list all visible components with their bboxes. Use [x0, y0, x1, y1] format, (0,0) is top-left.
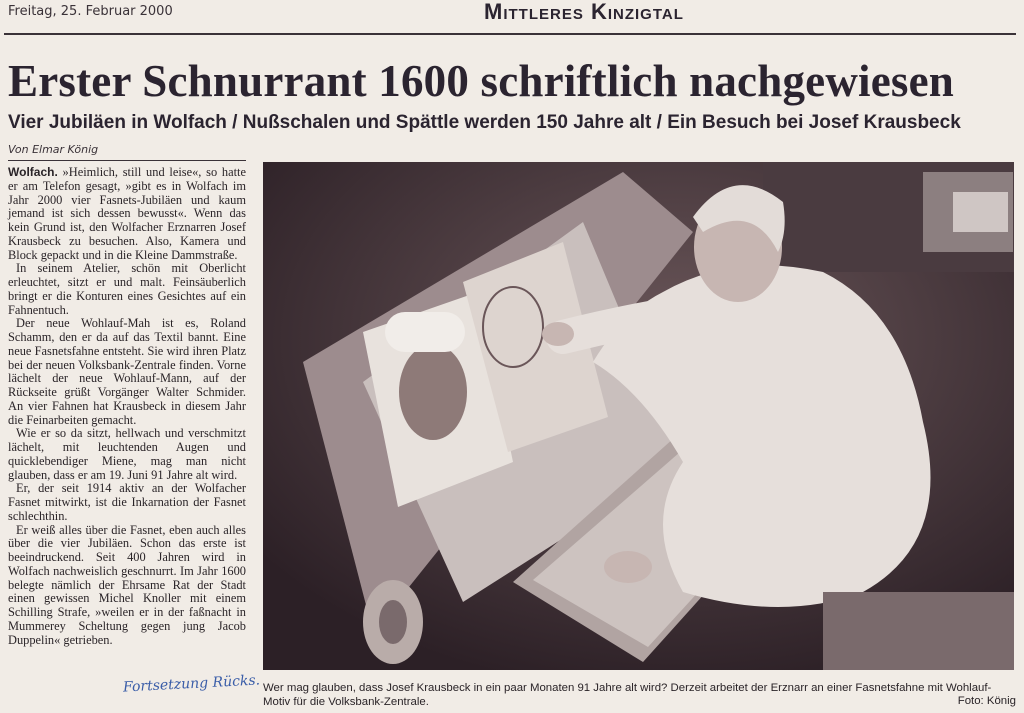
- subheadline: Vier Jubiläen in Wolfach / Nußschalen und Spättle werden 150 Jahre alt / Ein Besuch bei Josef Krausbeck: [8, 112, 961, 133]
- section-title: Mittleres Kinzigtal: [484, 0, 684, 24]
- article-paragraph: Er weiß alles über die Fasnet, eben auch alles über die vier Jubiläen. Schon das erste ist beeindruckend. Seit 400 Jahren wird in Wolfach nachweislich geschnurrt. Im Jahr 1600 belegte nämlich der Ehrsame Rat der Stadt einen gewissen Michel Knoller mit einem Schilling Strafe, »weilen er in der faßnacht in Mummerey Scheltung gegen jung Jacob Duppelin« getrieben.: [8, 522, 246, 647]
- article-paragraph: Er, der seit 1914 aktiv an der Wolfacher Fasnet mitwirkt, ist die Inkarnation der Fasnet schlechthin.: [8, 481, 246, 523]
- issue-date: Freitag, 25. Februar 2000: [8, 4, 173, 19]
- article-paragraph: Wie er so da sitzt, hellwach und verschmitzt lächelt, mit leuchtenden Augen und quicklebendiger Miene, mag man nicht glauben, dass er am 19. Juni 91 Jahre alt wird.: [8, 426, 246, 482]
- dateline: Wolfach.: [8, 165, 58, 179]
- paragraph-text: »Heimlich, still und leise«, so hatte er am Telefon gesagt, »gibt es in Wolfach im Jahr 2000 vier Fasnets-Jubiläen und kaum jemand ist sich dessen bewusst«. Wenn das kein Grund ist, den Wolfacher Erznarren Josef Krausbeck zu besuchen. Also, Kamera und Block gepackt und in die Kleine Dammstraße.: [8, 165, 246, 262]
- byline: Von Elmar König: [8, 143, 99, 156]
- article-photo: [263, 162, 1014, 670]
- article-paragraph: Der neue Wohlauf-Mah ist es, Roland Schamm, den er da auf das Textil bannt. Eine neue Fasnetsfahne entsteht. Sie wird ihren Platz bei der neuen Volksbank-Zentrale finden. Vorne lächelt der neue Wohlauf-Mann, auf der Rückseite grüßt Vorgänger Walter Schmider. An vier Fahnen hat Krausbeck in diesem Jahr die Feinarbeiten gemacht.: [8, 316, 246, 427]
- article-paragraph: [8, 166, 246, 262]
- byline-rule: [8, 160, 246, 161]
- photo-caption: Wer mag glauben, dass Josef Krausbeck in ein paar Monaten 91 Jahre alt wird? Derzeit arbeitet der Erznarr an einer Fasnetsfahne mit Wohlauf-Motiv für die Volksbank-Zentrale.: [263, 682, 992, 708]
- photo-credit: Foto: König: [957, 695, 1016, 707]
- headline: Erster Schnurrant 1600 schriftlich nachgewiesen: [8, 56, 955, 106]
- photo-illustration: [263, 162, 1014, 670]
- handwritten-note: Fortsetzung Rücks.: [122, 672, 261, 696]
- article-body: [8, 166, 246, 706]
- article-paragraph: In seinem Atelier, schön mit Oberlicht erleuchtet, sitzt er und malt. Feinsäuberlich bringt er die Konturen eines Gesichtes auf ein Fahnentuch.: [8, 261, 246, 317]
- header-rule: [4, 33, 1016, 35]
